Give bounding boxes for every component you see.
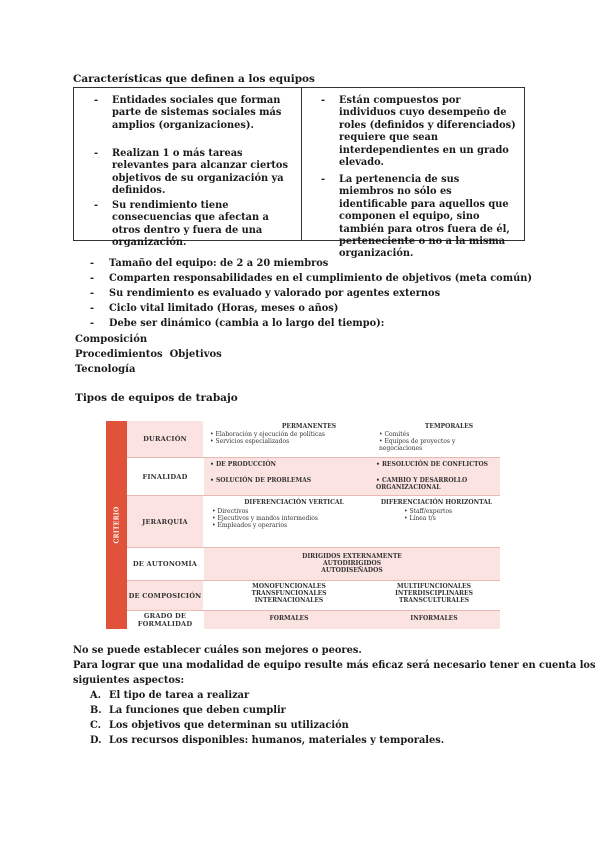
row-content: • DE PRODUCCIÓN • SOLUCIÓN DE PROBLEMAS • RESOLUCIÓN DE CONFLICTOS • CAMBIO Y DESARROLLO ORGANIZACIONAL: [204, 458, 500, 495]
team-types-figure: [106, 421, 500, 629]
row-content: PERMANENTES • Elaboración y ejecución de políticas • Servicios especializados TEMPORALES • Comités • Equipos de proyectos y negociaciones: [210, 423, 474, 453]
characteristics-left-column: - Entidades sociales que forman parte de sistemas sociales más amplios (organizaciones). - Realizan 1 o más tareas relevantes para alcanzar ciertos objetivos de su organización ya definidos. - Su rendimiento tiene consecuencias que afectan a otros dentro y fuera de una organización.: [74, 88, 302, 240]
paragraph-eficaz-line2: siguientes aspectos:: [73, 675, 185, 686]
row-label: DE AUTONOMÍA: [127, 548, 203, 580]
figure-row-jerarquia: [127, 496, 500, 548]
characteristics-table: [73, 87, 525, 260]
row-content: DIRIGIDOS EXTERNAMENTE AUTODIRIGIDOS AUTODISEÑADOS: [204, 548, 500, 580]
paragraph-no-mejores: No se puede establecer cuáles son mejores o peores.: [73, 645, 362, 656]
figure-row-duracion: [127, 421, 500, 458]
row-label: DE COMPOSICIÓN: [127, 581, 203, 610]
figure-row-autonomia: [127, 548, 500, 581]
row-label: DURACIÓN: [127, 421, 203, 457]
text-composicion: Composición: [75, 334, 148, 345]
section-title-caracteristicas: Características que definen a los equipos: [73, 73, 315, 85]
figure-row-finalidad: [127, 458, 500, 496]
row-label: FINALIDAD: [127, 458, 203, 495]
figure-row-composicion: [127, 581, 500, 611]
text-tecnologia: Tecnología: [75, 364, 136, 375]
row-content: FORMALES INFORMALES: [204, 611, 500, 629]
row-content: MONOFUNCIONALES TRANSFUNCIONALES INTERNACIONALES MULTIFUNCIONALES INTERDISCIPLINARES TRANSCULTURALES: [251, 583, 473, 604]
row-content: DIFERENCIACIÓN VERTICAL • Directivos • Ejecutivos y mandos intermedios • Empleados y operarios DIFERENCIACIÓN HORIZONTAL • Staff/expertos • Línea t/s: [212, 499, 493, 529]
figure-row-formalidad: [127, 611, 500, 629]
characteristics-right-column: - Están compuestos por individuos cuyo desempeño de roles (definidos y diferenciados) requiere que sean interdependientes en un grado elevado. - La pertenencia de sus miembros no sólo es identificable para aquellos que componen el equipo, sino también para otros fuera de él, perteneciente o no a la misma organización.: [321, 95, 516, 260]
criterio-bar: CRITERIO: [106, 421, 127, 629]
row-label: JERARQUÍA: [127, 496, 203, 547]
section-title-tipos: Tipos de equipos de trabajo: [75, 392, 238, 404]
row-label: GRADO DE FORMALIDAD: [127, 611, 203, 629]
text-procedimientos-objetivos: Procedimientos Objetivos: [75, 349, 222, 360]
paragraph-eficaz-line1: Para lograr que una modalidad de equipo resulte más eficaz será necesario tener en cuenta los: [73, 660, 596, 671]
